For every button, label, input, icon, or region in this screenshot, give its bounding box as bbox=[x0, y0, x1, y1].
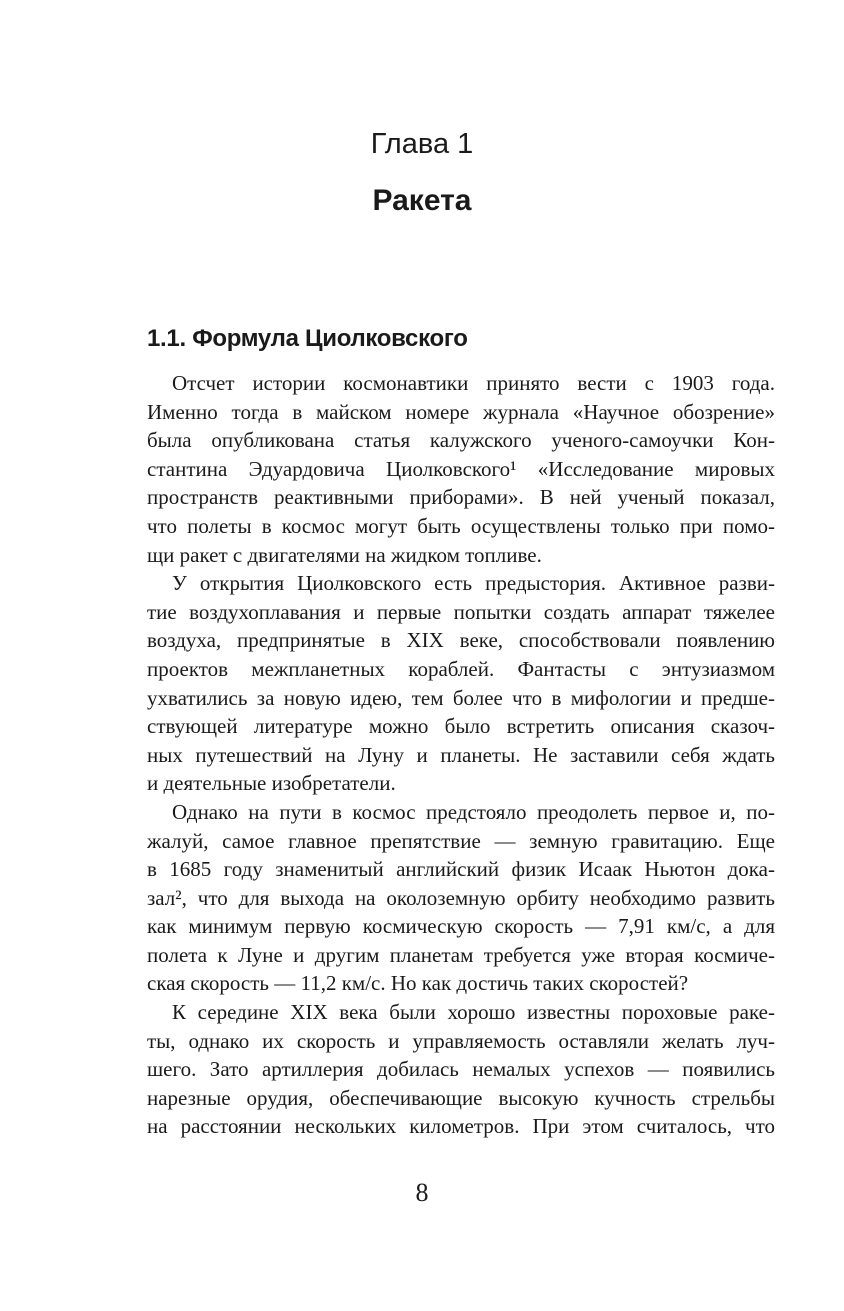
text-line: щи ракет с двигателями на жидком топливе. bbox=[147, 542, 542, 567]
text-line: ская скорость — 11,2 км/с. Но как достичь таких скоростей? bbox=[147, 971, 689, 996]
text-line: Именно тогда в майском номере журнала «Научное обозрение» bbox=[147, 399, 775, 424]
text-line: воздуха, предпринятые в XIX веке, способствовали появлению bbox=[147, 628, 775, 653]
text-line: пространств реактивными приборами». В ней ученый показал, bbox=[147, 485, 775, 510]
body-text bbox=[147, 369, 775, 1141]
text-line: ствующей литературе можно было встретить описания сказоч- bbox=[147, 714, 775, 739]
text-line: стантина Эдуардовича Циолковского¹ «Исследование мировых bbox=[147, 456, 775, 481]
text-line: в 1685 году знаменитый английский физик Исаак Ньютон дока- bbox=[147, 857, 775, 882]
text-line: шего. Зато артиллерия добилась немалых успехов — появились bbox=[147, 1057, 775, 1082]
chapter-title: Ракета bbox=[372, 184, 472, 217]
paragraph bbox=[147, 798, 775, 998]
text-line: Однако на пути в космос предстояло преодолеть первое и, по- bbox=[172, 799, 775, 824]
text-line: тие воздухоплавания и первые попытки создать аппарат тяжелее bbox=[147, 599, 775, 624]
text-line: нарезные орудия, обеспечивающие высокую кучность стрельбы bbox=[147, 1085, 775, 1110]
text-line: и деятельные изобретатели. bbox=[147, 771, 396, 796]
section-heading: 1.1. Формула Циолковского bbox=[147, 325, 468, 352]
paragraph bbox=[147, 998, 775, 1141]
paragraph bbox=[147, 569, 775, 798]
chapter-label: Глава 1 bbox=[370, 128, 474, 160]
paragraph bbox=[147, 369, 775, 569]
text-line: на расстоянии нескольких километров. При этом считалось, что bbox=[147, 1114, 775, 1139]
text-line: проектов межпланетных кораблей. Фантасты с энтузиазмом bbox=[147, 656, 775, 681]
text-line: что полеты в космос могут быть осуществлены только при помо- bbox=[147, 513, 775, 538]
text-line: К середине XIX века были хорошо известны пороховые раке- bbox=[172, 1000, 775, 1025]
text-line: была опубликована статья калужского ученого-самоучки Кон- bbox=[147, 428, 775, 453]
text-line: ных путешествий на Луну и планеты. Не заставили себя ждать bbox=[147, 742, 775, 767]
text-line: У открытия Циолковского есть предыстория. Активное разви- bbox=[172, 571, 775, 596]
text-line: ухватились за новую идею, тем более что в мифологии и предше- bbox=[147, 685, 775, 710]
page-number: 8 bbox=[415, 1178, 429, 1207]
text-line: ты, однако их скорость и управляемость оставляли желать луч- bbox=[147, 1028, 775, 1053]
text-line: Отсчет истории космонавтики принято вести с 1903 года. bbox=[172, 371, 775, 395]
text-line: как минимум первую космическую скорость — 7,91 км/с, а для bbox=[147, 914, 775, 939]
text-line: зал², что для выхода на околоземную орбиту необходимо развить bbox=[147, 885, 775, 910]
text-line: полета к Луне и другим планетам требуется уже вторая космиче- bbox=[147, 942, 775, 967]
text-line: жалуй, самое главное препятствие — земную гравитацию. Еще bbox=[147, 828, 775, 853]
